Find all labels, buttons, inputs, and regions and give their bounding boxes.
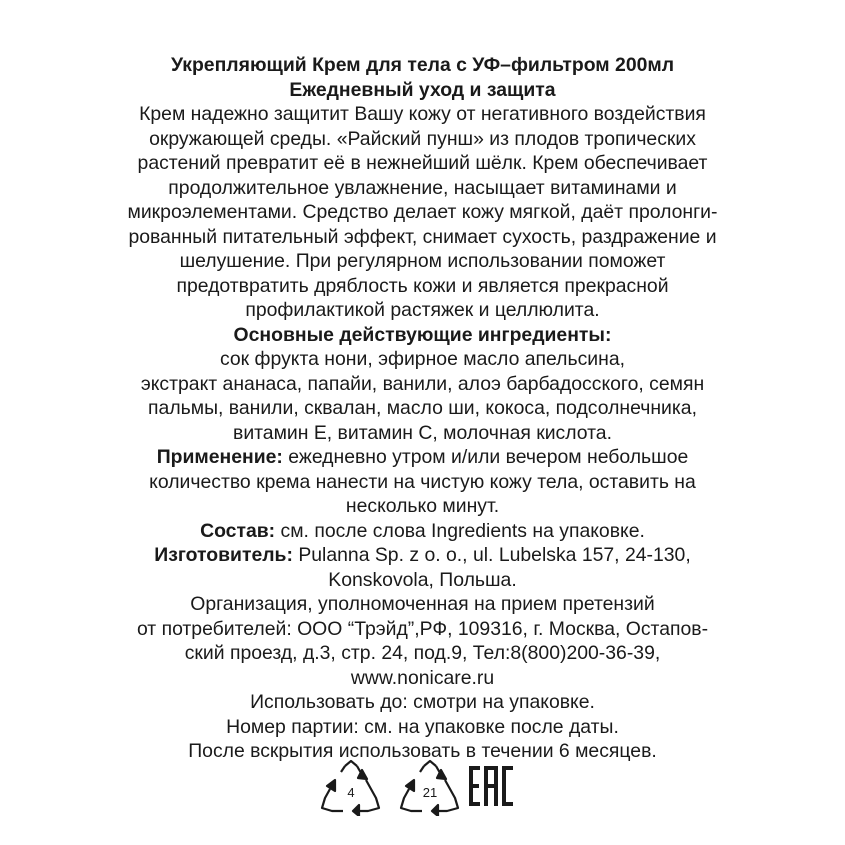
ingredients-heading: Основные действующие ингредиенты: xyxy=(233,323,612,346)
usage-text: ежедневно утром и/или вечером небольшое xyxy=(282,446,689,468)
product-subtitle: Ежедневный уход и защита xyxy=(289,78,556,101)
expiry-line xyxy=(100,690,745,715)
usage-label: Применение: xyxy=(156,446,283,468)
description-line: Крем надежно защитит Вашу кожу от негативного воздействия xyxy=(139,103,706,125)
ingredients-line: сок фрукта нони, эфирное масло апельсина, xyxy=(219,348,626,370)
batch-line xyxy=(100,715,745,740)
manufacturer-line: Konskovola, Польша. xyxy=(328,568,517,591)
description-line: рованный питательный эффект, снимает сухость, раздражение и xyxy=(128,225,717,248)
product-label-text xyxy=(100,53,745,764)
organization-website: www.nonicare.ru xyxy=(350,666,495,689)
manufacturer-line xyxy=(100,543,745,568)
description-line: шелушение. При регулярном использовании поможет xyxy=(179,250,666,272)
composition-line xyxy=(100,519,745,544)
batch-text: см. на упаковке после даты. xyxy=(358,715,619,738)
composition-label: Состав: xyxy=(200,519,276,542)
description-line: профилактикой растяжек и целлюлита. xyxy=(245,299,600,321)
description-line: предотвратить дряблость кожи и является прекрасной xyxy=(176,274,669,297)
recycle-code: 21 xyxy=(422,785,438,800)
recycle-triangle-icon xyxy=(318,758,384,816)
recycle-code: 4 xyxy=(347,785,355,800)
usage-line xyxy=(100,445,745,470)
batch-label: Номер партии: xyxy=(226,715,359,738)
ingredients-line: пальмы, ванили, сквалан, масло ши, кокоса, подсолнечника, xyxy=(148,397,697,419)
usage-line: несколько минут. xyxy=(345,495,500,517)
ingredients-line: витамин Е, витамин С, молочная кислота. xyxy=(233,421,612,444)
after-opening-line: После вскрытия использовать в течении 6 месяцев. xyxy=(188,740,657,762)
description-line: окружающей среды. «Райский пунш» из плодов тропических xyxy=(149,127,696,150)
organization-line: от потребителей: ООО “Трэйд”,РФ, 109316, г. Москва, Остапов- xyxy=(136,617,709,640)
expiry-text: смотри на упаковке. xyxy=(407,691,595,713)
eac-mark-icon xyxy=(468,764,514,808)
recycle-triangle-icon xyxy=(397,758,463,816)
manufacturer-label: Изготовитель: xyxy=(154,544,293,566)
manufacturer-text: Pulanna Sp. z o. o., ul. Lubelska 157, 24-130, xyxy=(292,544,691,566)
ingredients-line: экстракт ананаса, папайи, ванили, алоэ барбадосского, семян xyxy=(140,372,705,395)
symbols-row xyxy=(0,758,845,818)
expiry-label: Использовать до: xyxy=(250,691,408,713)
description-line: продолжительное увлажнение, насыщает витаминами и xyxy=(168,176,677,199)
organization-line: ский проезд, д.3, стр. 24, под.9, Тел:8(800)200-36-39, xyxy=(184,642,661,664)
product-title: Укрепляющий Крем для тела с УФ–фильтром 200мл xyxy=(170,54,675,76)
description-line: микроэлементами. Средство делает кожу мягкой, даёт пролонги- xyxy=(127,201,718,223)
description-line: растений превратит её в нежнейший шёлк. Крем обеспечивает xyxy=(137,152,708,174)
composition-text: см. после слова Ingredients на упаковке. xyxy=(275,519,645,542)
usage-line: количество крема нанести на чистую кожу тела, оставить на xyxy=(149,470,696,493)
organization-line: Организация, уполномоченная на прием претензий xyxy=(190,593,655,615)
